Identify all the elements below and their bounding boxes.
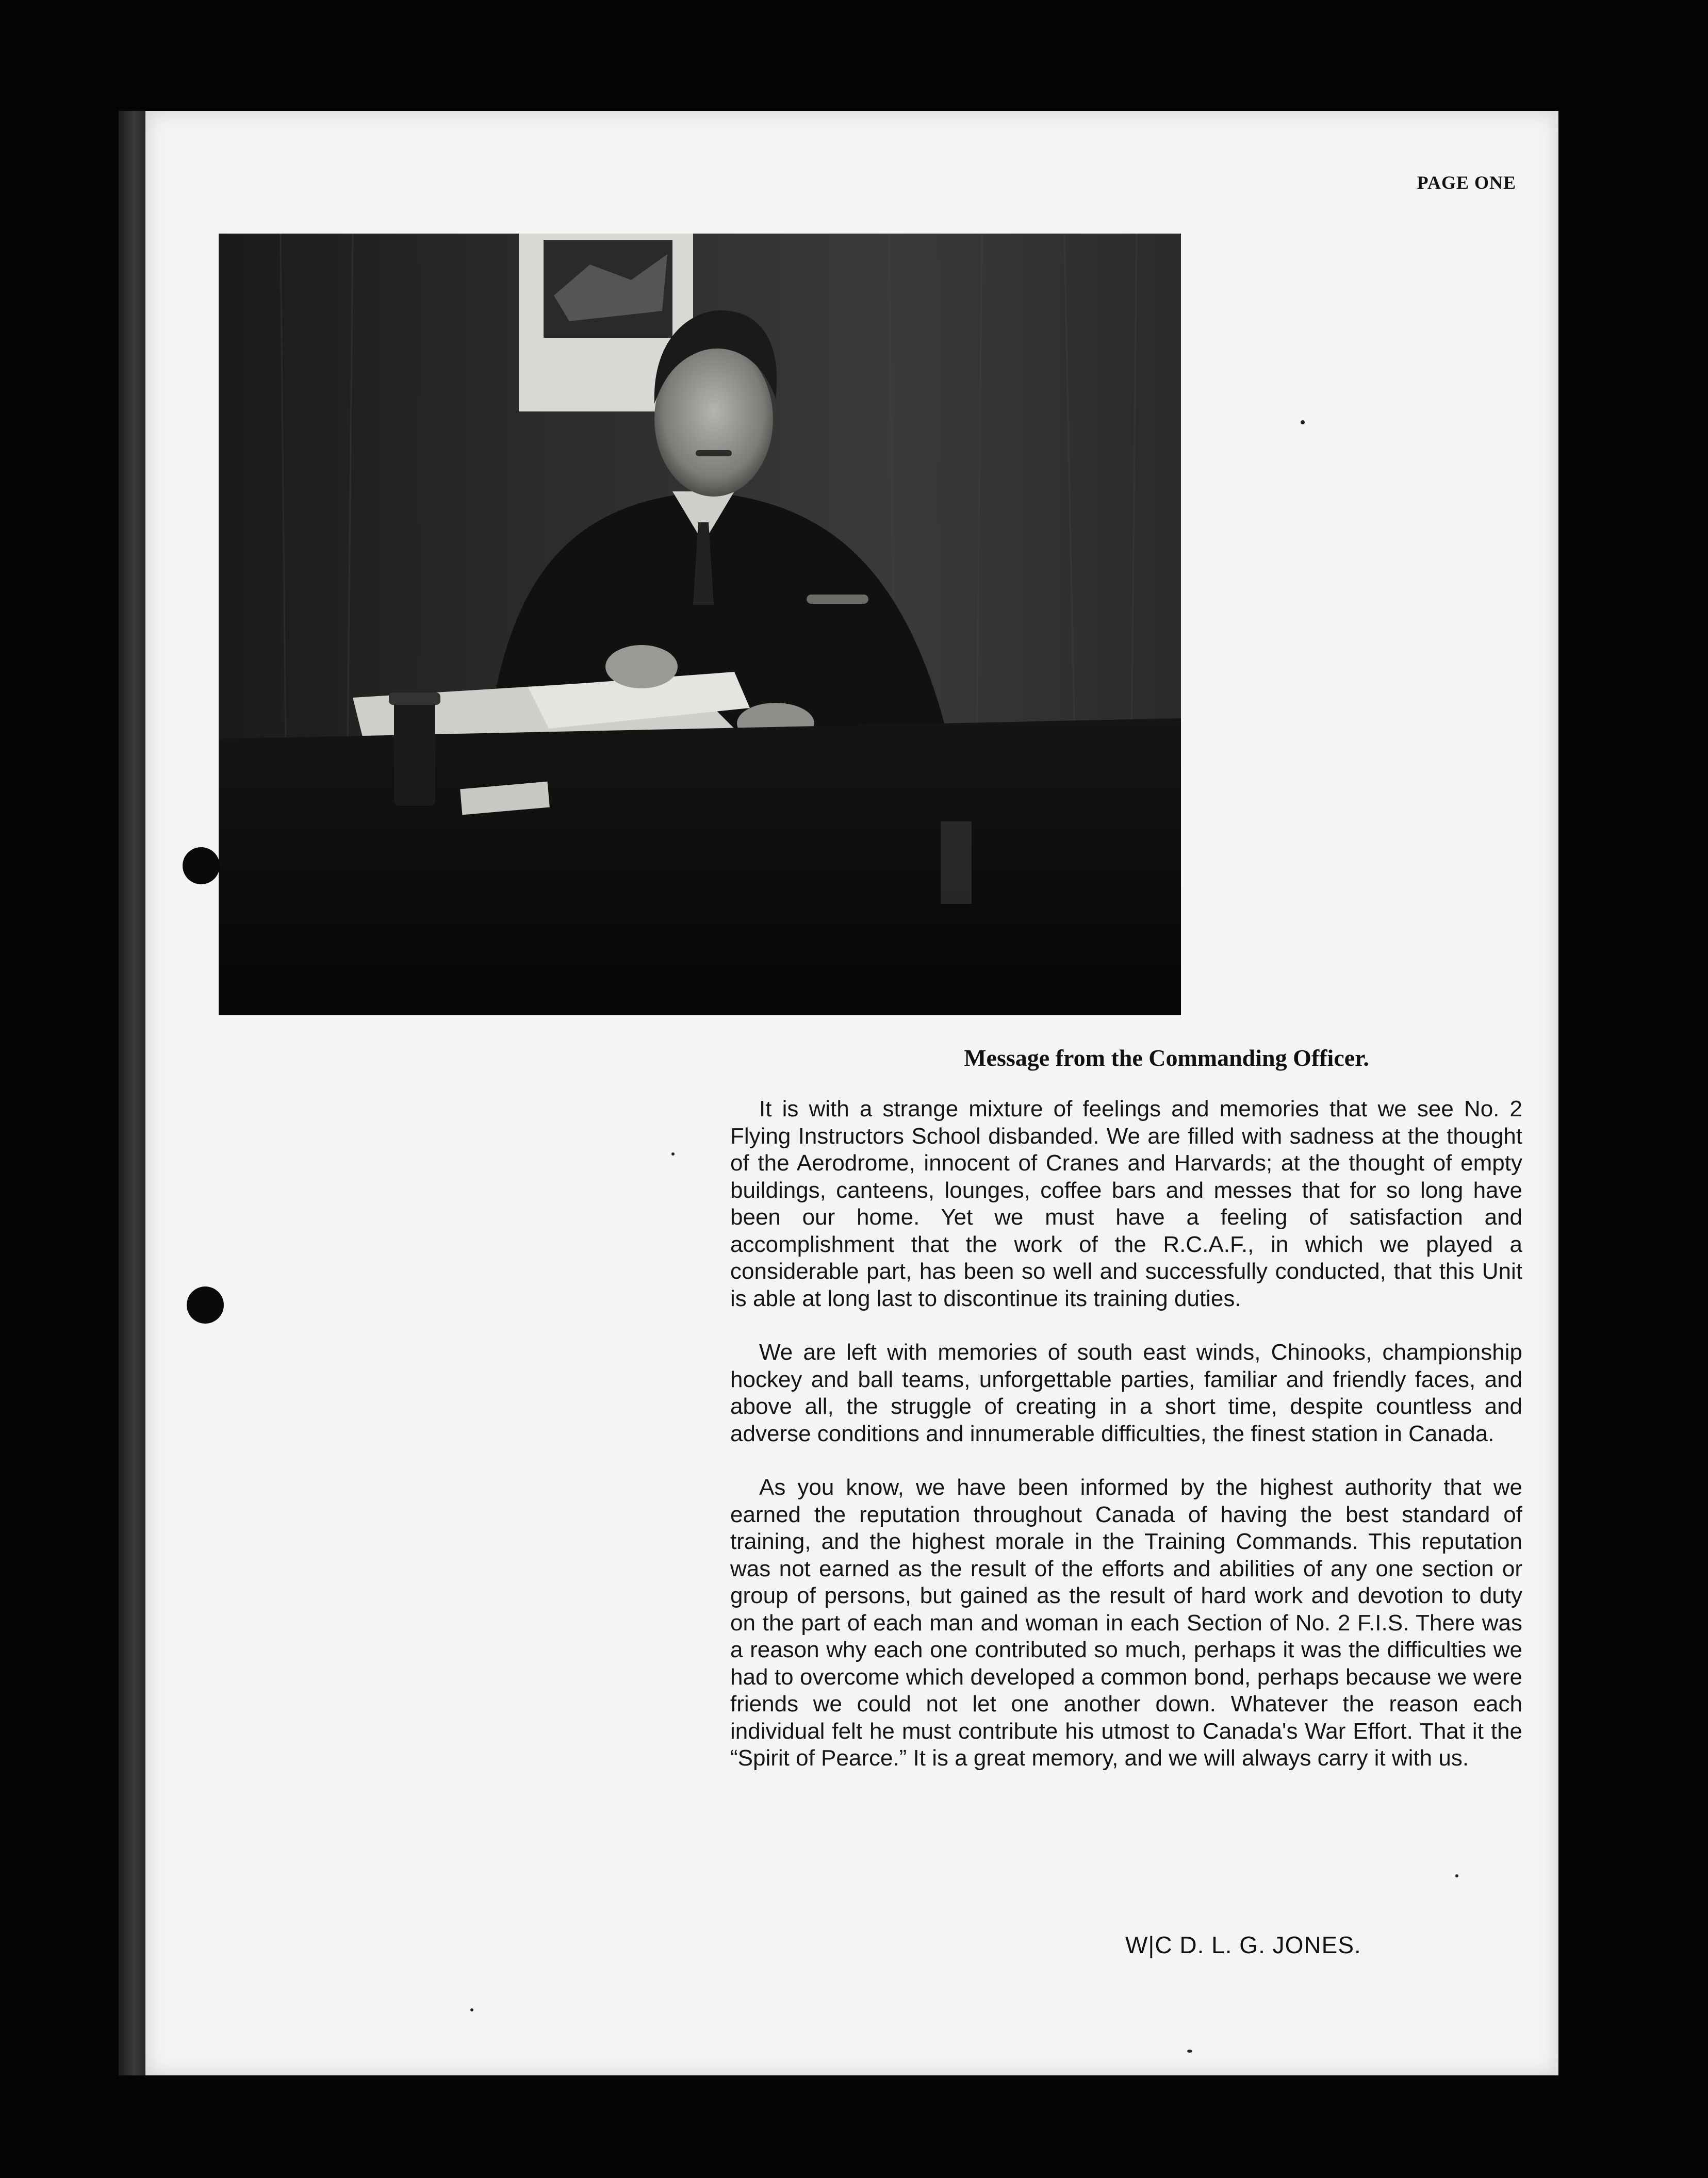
punch-hole [183,847,220,884]
punch-hole [187,1286,224,1324]
officer-portrait-photo [219,234,1181,1015]
message-heading: Message from the Commanding Officer. [964,1045,1369,1071]
page-number: PAGE ONE [1417,172,1516,193]
photo-image [219,234,1181,1015]
paragraph: We are left with memories of south east winds, Chinooks, championship hockey and ball teams, unforgettable parties, familiar and friendly faces, and above all, the struggle of creating in a short time, despite countless and adverse conditions and innumerable difficulties, the finest station in Canada. [730,1340,1522,1446]
paragraph: As you know, we have been informed by the highest authority that we earned the reputation throughout Canada of having the best standard of training, and the highest morale in the Training Commands. This reputation was not earned as the result of the efforts and abilities of any one section or group of persons, but gained as the result of hard work and devotion to duty on the part of each man and woman in each Section of No. 2 F.I.S. There was a reason why each one contributed so much, perhaps it was the difficulties we had to overcome which developed a common bond, perhaps because we were friends we could not let one another down. Whatever the reason each individual felt he must contribute his utmost to Canada's War Effort. That it the “Spirit of Pearce.” It is a great memory, and we will always carry it with us. [730,1475,1522,1771]
film-edge [119,111,150,2075]
signature: W|C D. L. G. JONES. [1125,1932,1361,1958]
paragraph: It is with a strange mixture of feelings and memories that we see No. 2 Flying Instructors School disbanded. We are filled with sadness at the thought of the Aerodrome, innocent of Cranes and Harvards; at the thought of empty buildings, canteens, lounges, coffee bars and messes that for so long have been our home. Yet we must have a feeling of satisfaction and accomplishment that the work of the R.C.A.F., in which we played a considerable part, has been so well and successfully conducted, that this Unit is able at long last to discontinue its training duties. [730,1096,1522,1311]
document-page [145,111,1558,2075]
message-body [730,1096,1522,1799]
